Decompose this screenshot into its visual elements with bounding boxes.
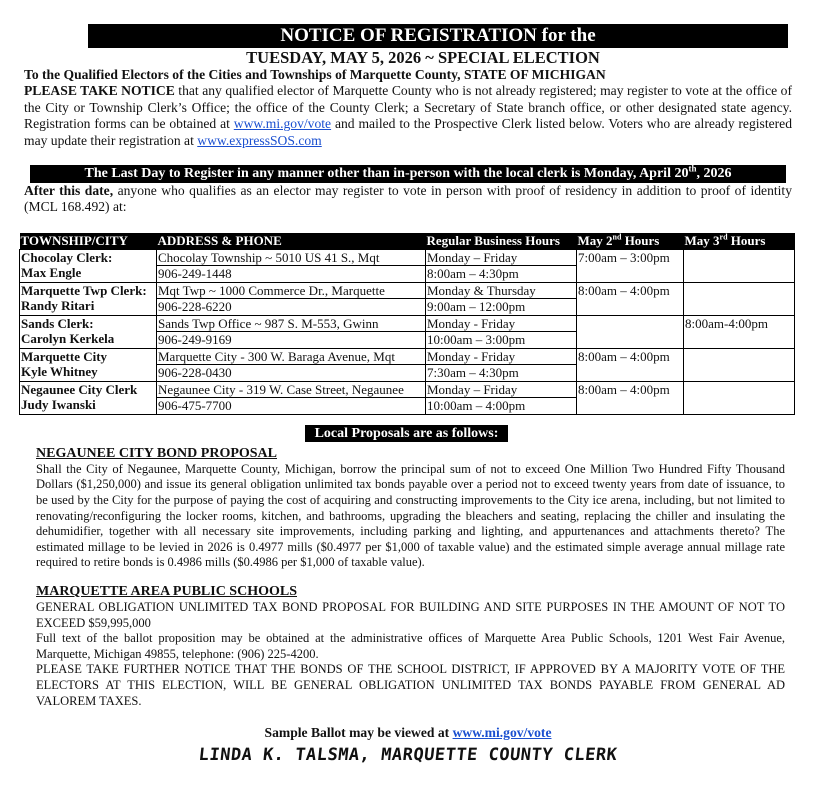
- business-days: Monday - Friday: [427, 348, 516, 364]
- notice-text-2: and mailed to the Prospective Clerk listed below. Voters who are already registered may update their registration at: [24, 116, 792, 148]
- clerk-name: Kyle Whitney: [21, 364, 98, 380]
- hours-cell: [426, 315, 577, 348]
- notice-page: [0, 24, 816, 790]
- business-time: 8:00am – 4:30pm: [426, 265, 576, 282]
- negaunee-proposal-text: Shall the City of Negaunee, Marquette County, Michigan, borrow the principal sum of not to exceed One Million Two Hundred Fifty Thousand Dollars ($1,250,000) and issue its general obligation unlimited tax bonds payable over a period not to exceed twenty years from date of issuance, to be used by the City for the purpose of paying the cost of acquiring and constructing improvements to the City ice arena, including, but not limited to renovating/reconfiguring the locker rooms, kitchen, and bathrooms, upgrading the bleachers and seating, replacing the chiller and insulating the dehumidifier, together with all necessary site improvements, including parking and lighting, and appurtenances and attachments thereto? The estimated millage to be levied in 2026 is 0.4977 mills ($0.4977 per $1,000 of taxable value) and the estimated simple average annual millage rate required to retire bonds is 0.4986 mills ($0.4986 per $1,000 of taxable value).: [36, 461, 785, 570]
- col-hours: Regular Business Hours: [426, 233, 577, 250]
- clerk-cell: [20, 315, 157, 348]
- deadline-sup: th: [688, 163, 697, 174]
- col-address: ADDRESS & PHONE: [157, 233, 426, 250]
- after-date-lead: After this date,: [24, 183, 114, 199]
- business-time: 9:00am – 12:00pm: [426, 298, 576, 315]
- address-cell: [157, 381, 426, 414]
- clerk-cell: [20, 381, 157, 414]
- addressee-line: To the Qualified Electors of the Cities and Townships of Marquette County, STATE OF MICHIGAN: [24, 67, 606, 82]
- office-address: Mqt Twp ~ 1000 Commerce Dr., Marquette: [158, 282, 385, 298]
- may3-cell: [684, 348, 795, 381]
- election-subtitle: TUESDAY, MAY 5, 2026 ~ SPECIAL ELECTION: [246, 48, 600, 67]
- may2-cell: [577, 315, 684, 348]
- may2-pre: May 2: [577, 233, 613, 249]
- may3-cell: 8:00am-4:00pm: [684, 315, 795, 348]
- table-row: [20, 282, 795, 315]
- office-address: Negaunee City - 319 W. Case Street, Negaunee: [158, 381, 404, 397]
- clerk-cell: [20, 348, 157, 381]
- may3-sup: rd: [719, 232, 728, 242]
- hours-cell: [426, 348, 577, 381]
- express-sos-link[interactable]: www.expressSOS.com: [197, 132, 322, 148]
- table-row: [20, 348, 795, 381]
- may2-cell: 8:00am – 4:00pm: [577, 381, 684, 414]
- office-phone: 906-228-6220: [157, 298, 425, 315]
- office-phone: 906-475-7700: [157, 397, 425, 414]
- col-may2: [577, 233, 684, 250]
- may2-post: Hours: [621, 233, 660, 249]
- registration-notice: [24, 83, 792, 149]
- table-row: [20, 249, 795, 282]
- mas-proposal-line3: PLEASE TAKE FURTHER NOTICE THAT THE BONDS OF THE SCHOOL DISTRICT, IF APPROVED BY A MAJORITY VOTE OF THE ELECTORS AT THIS ELECTION, WILL BE GENERAL OBLIGATION UNLIMITED TAX BONDS PAYABLE FROM GENERAL AD VALOREM TAXES.: [36, 662, 785, 708]
- office-address: Chocolay Township ~ 5010 US 41 S., Mqt: [158, 249, 380, 265]
- business-time: 10:00am – 3:00pm: [426, 331, 576, 348]
- hours-cell: [426, 282, 577, 315]
- may3-pre: May 3: [684, 233, 720, 249]
- sample-ballot-text: Sample Ballot may be viewed at: [264, 725, 453, 741]
- business-days: Monday – Friday: [427, 249, 518, 265]
- address-cell: [157, 282, 426, 315]
- col-township: TOWNSHIP/CITY: [20, 233, 157, 250]
- clerk-name: Max Engle: [21, 265, 82, 281]
- sample-ballot-line: [0, 725, 816, 741]
- office-address: Marquette City - 300 W. Baraga Avenue, Mqt: [158, 348, 395, 364]
- business-days: Monday & Thursday: [427, 282, 536, 298]
- after-date-paragraph: [24, 183, 792, 216]
- negaunee-proposal-title: NEGAUNEE CITY BOND PROPOSAL: [36, 445, 278, 461]
- notice-lead: PLEASE TAKE NOTICE: [24, 83, 175, 99]
- may3-post: Hours: [727, 233, 766, 249]
- office-phone: 906-249-9169: [157, 331, 425, 348]
- office-phone: 906-249-1448: [157, 265, 425, 282]
- address-cell: [157, 315, 426, 348]
- vote-link[interactable]: www.mi.gov/vote: [233, 116, 332, 132]
- clerk-name: Judy Iwanski: [21, 397, 96, 413]
- may2-cell: 7:00am – 3:00pm: [577, 249, 684, 282]
- clerk-title: Marquette City: [21, 348, 108, 364]
- deadline-text-before: The Last Day to Register in any manner other than in-person with the local clerk is Monday, April 20: [84, 166, 689, 182]
- may2-sup: nd: [612, 232, 622, 242]
- clerk-title: Negaunee City Clerk: [21, 381, 138, 397]
- may2-cell: 8:00am – 4:00pm: [577, 282, 684, 315]
- col-may3: [684, 233, 795, 250]
- address-cell: [157, 348, 426, 381]
- notice-text-1: that any qualified elector of Marquette County who is not already registered; may register to vote at the office of the City or Township Clerk’s Office; the office of the County Clerk; a Secretary of State branch office, or other designated state agency. Registration forms can be obtained at: [24, 83, 792, 132]
- table-row: [20, 381, 795, 414]
- notice-title: NOTICE OF REGISTRATION for the: [88, 24, 788, 48]
- business-time: 7:30am – 4:30pm: [426, 364, 576, 381]
- may3-cell: [684, 381, 795, 414]
- may2-cell: 8:00am – 4:00pm: [577, 348, 684, 381]
- hours-cell: [426, 381, 577, 414]
- table-header-row: [20, 233, 795, 250]
- hours-cell: [426, 249, 577, 282]
- office-address: Sands Twp Office ~ 987 S. M-553, Gwinn: [158, 315, 379, 331]
- table-row: [20, 315, 795, 348]
- clerk-title: Sands Clerk:: [21, 315, 94, 331]
- registration-deadline: [30, 165, 786, 183]
- office-phone: 906-228-0430: [157, 364, 425, 381]
- clerk-cell: [20, 282, 157, 315]
- mas-proposal-line1: GENERAL OBLIGATION UNLIMITED TAX BOND PROPOSAL FOR BUILDING AND SITE PURPOSES IN THE AMOUNT OF NOT TO EXCEED $59,995,000: [36, 600, 785, 630]
- mas-proposal-title: MARQUETTE AREA PUBLIC SCHOOLS: [36, 584, 297, 599]
- business-days: Monday – Friday: [427, 381, 518, 397]
- clerk-cell: [20, 249, 157, 282]
- address-cell: [157, 249, 426, 282]
- clerk-signature: LINDA K. TALSMA, MARQUETTE COUNTY CLERK: [197, 745, 619, 766]
- may3-cell: [684, 282, 795, 315]
- sample-ballot-link[interactable]: www.mi.gov/vote: [452, 725, 552, 741]
- mas-proposal-line2: Full text of the ballot proposition may be obtained at the administrative offices of Marquette Area Public Schools, 1201 West Fair Avenue, Marquette, Michigan 49855, telephone: (906) 225-4200.: [36, 631, 785, 661]
- business-time: 10:00am – 4:00pm: [426, 397, 576, 414]
- clerk-name: Randy Ritari: [21, 298, 95, 314]
- business-days: Monday - Friday: [427, 315, 516, 331]
- after-date-text: anyone who qualifies as an elector may register to vote in person with proof of residency in addition to proof of identity (MCL 168.492) at:: [24, 183, 792, 215]
- clerk-name: Carolyn Kerkela: [21, 331, 115, 347]
- local-proposals-heading: Local Proposals are as follows:: [305, 425, 508, 442]
- deadline-text-after: , 2026: [696, 166, 732, 182]
- clerk-title: Marquette Twp Clerk:: [21, 282, 147, 298]
- may3-cell: [684, 249, 795, 282]
- clerk-title: Chocolay Clerk:: [21, 249, 113, 265]
- clerk-table: [19, 233, 795, 415]
